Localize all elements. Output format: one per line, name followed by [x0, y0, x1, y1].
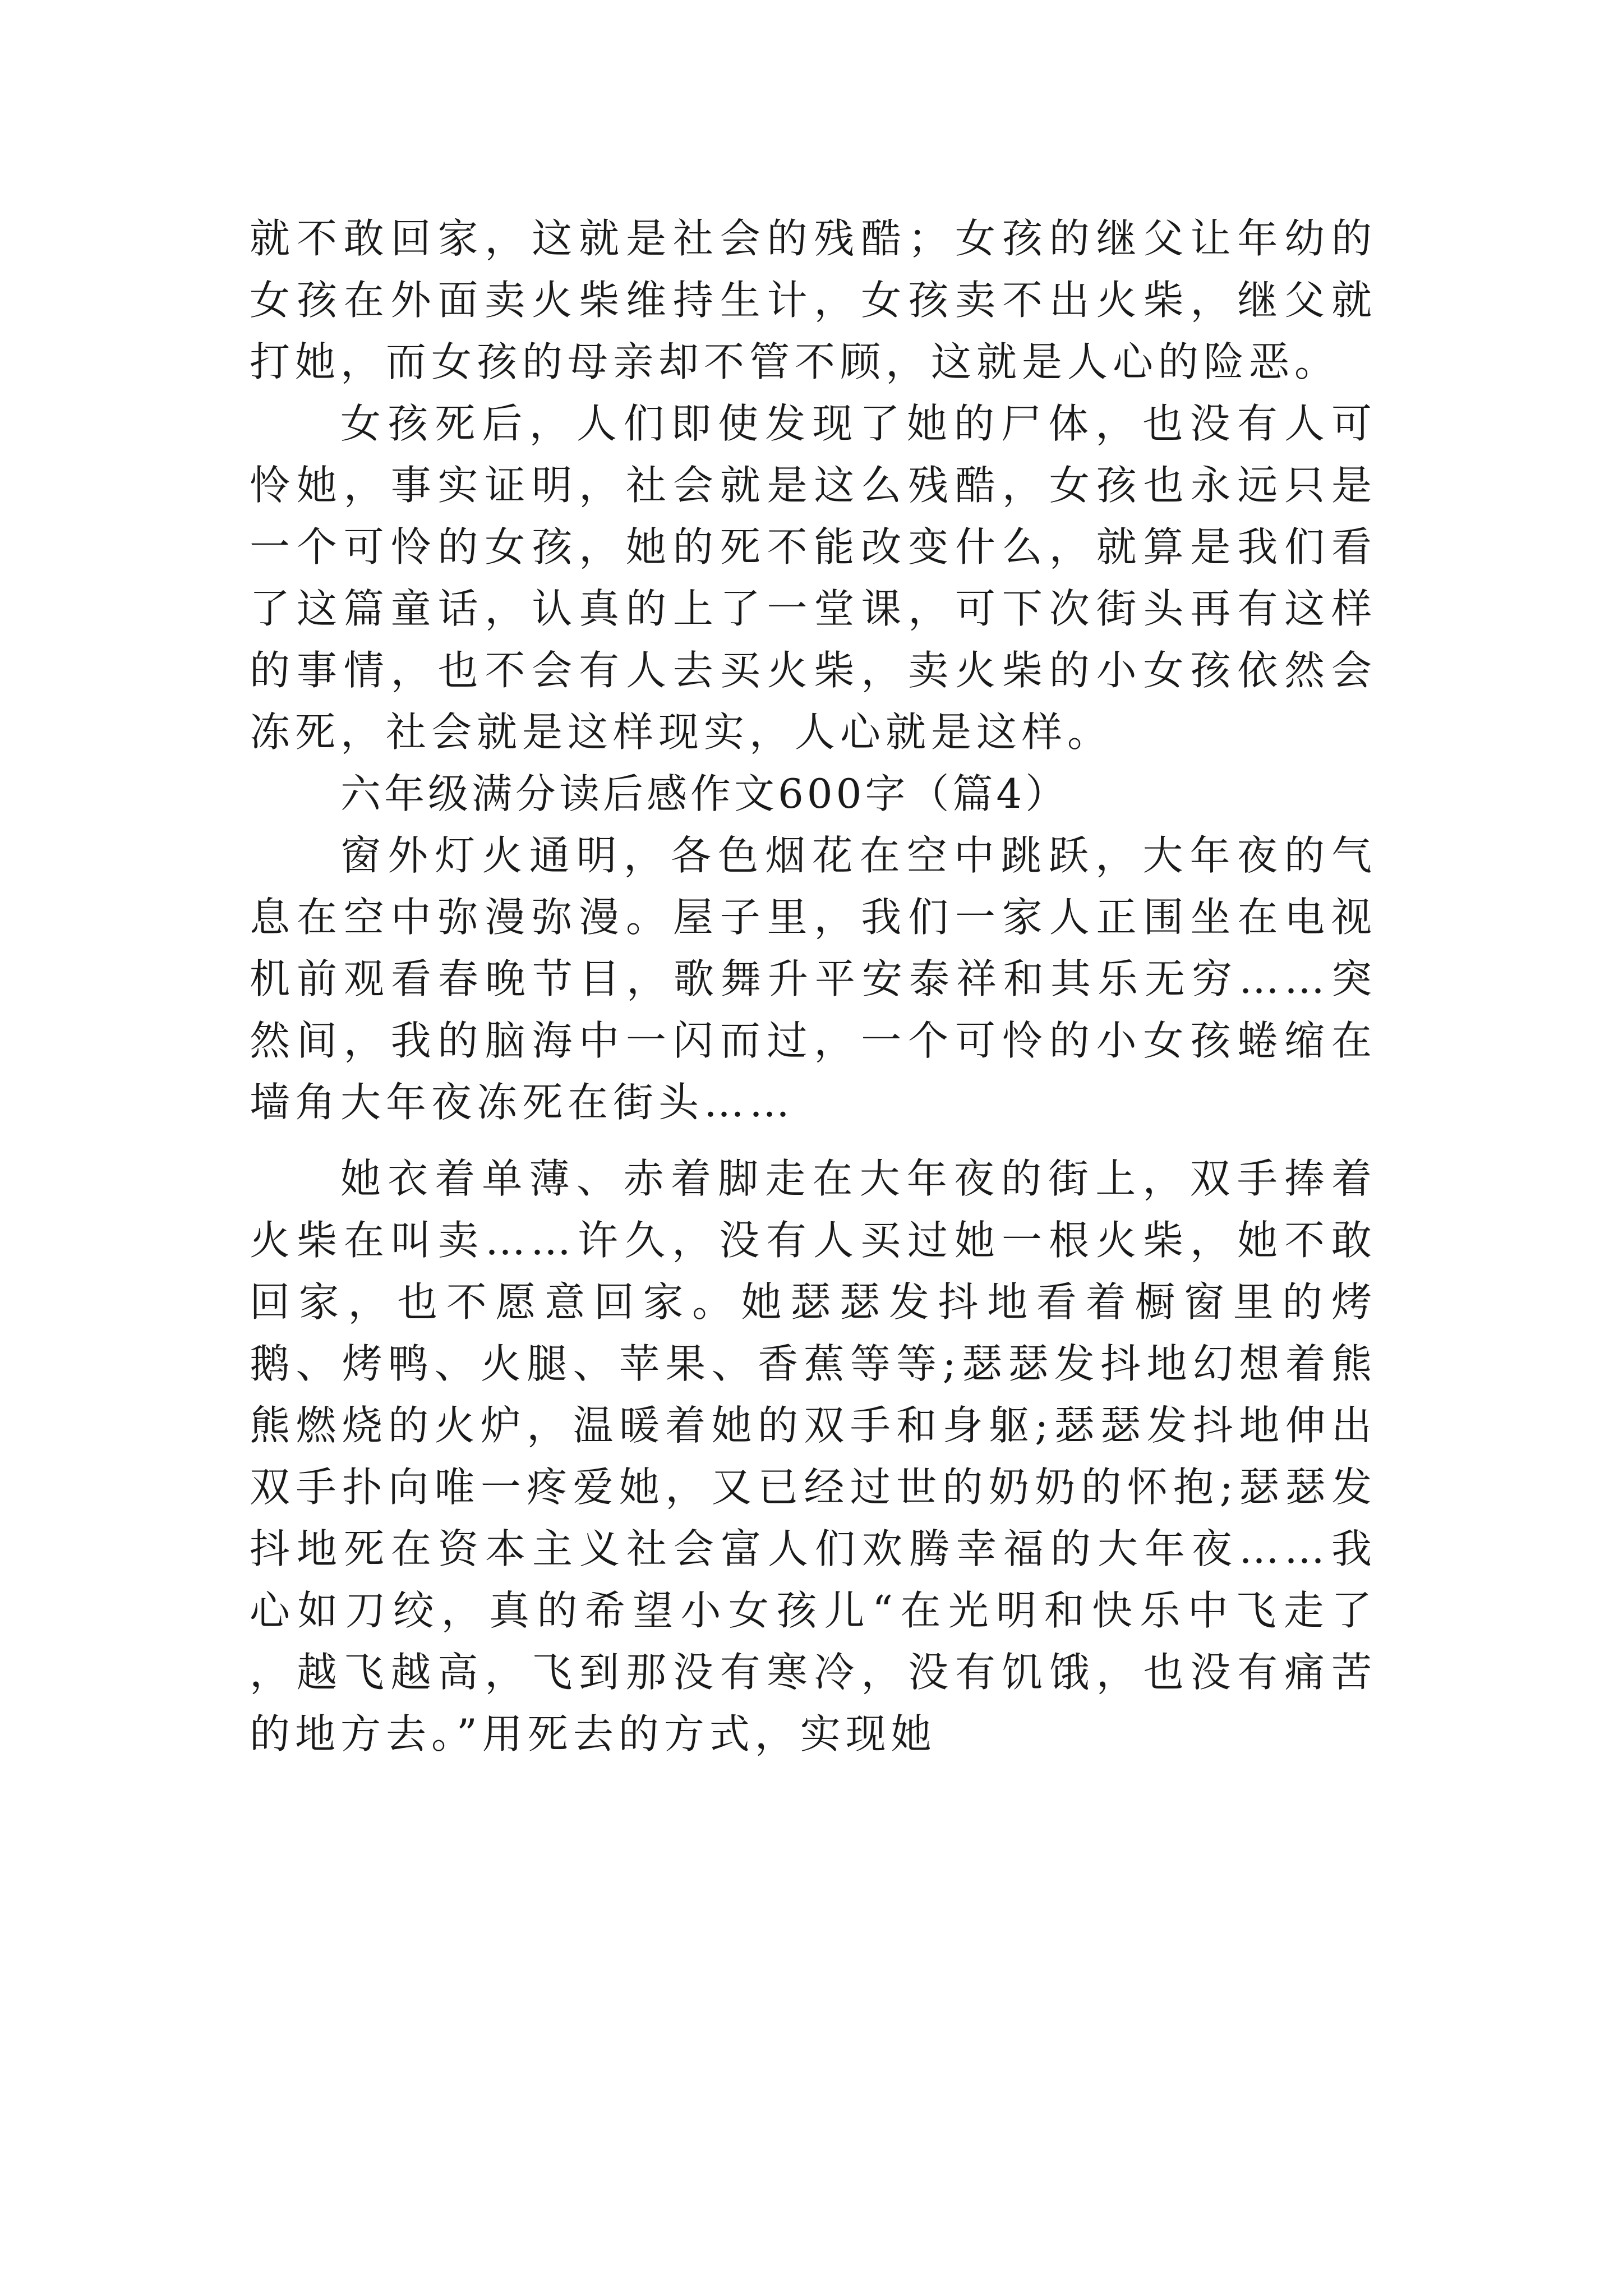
- paragraph: 窗外灯火通明，各色烟花在空中跳跃，大年夜的气息在空中弥漫弥漫。屋子里，我们一家人正围坐在电视机前观看春晚节目，歌舞升平安泰祥和其乐无穷……突然间，我的脑海中一闪而过，一个可怜的小女孩蜷缩在墙角大年夜冻死在街头……: [250, 832, 1377, 1126]
- document-body: [250, 208, 1377, 1765]
- paragraph-continuation: 就不敢回家，这就是社会的残酷；女孩的继父让年幼的女孩在外面卖火柴维持生计，女孩卖不出火柴，继父就打她，而女孩的母亲却不管不顾，这就是人心的险恶。: [250, 215, 1377, 385]
- paragraph: 她衣着单薄、赤着脚走在大年夜的街上，双手捧着火柴在叫卖……许久，没有人买过她一根火柴，她不敢回家，也不愿意回家。她瑟瑟发抖地看着橱窗里的烤鹅、烤鸭、火腿、苹果、香蕉等等;瑟瑟发抖地幻想着熊熊燃烧的火炉，温暖着她的双手和身躯;瑟瑟发抖地伸出双手扑向唯一疼爱她，又已经过世的奶奶的怀抱;瑟瑟发抖地死在资本主义社会富人们欢腾幸福的大年夜……我心如刀绞，真的希望小女孩儿“在光明和快乐中飞走了 ，越飞越高，飞到那没有寒冷，没有饥饿，也没有痛苦的地方去。”用死去的方式，实现她: [250, 1155, 1377, 1757]
- paragraph: 女孩死后，人们即使发现了她的尸体，也没有人可怜她，事实证明，社会就是这么残酷，女孩也永远只是一个可怜的女孩，她的死不能改变什么，就算是我们看了这篇童话，认真的上了一堂课，可下次街头再有这样的事情，也不会有人去买火柴，卖火柴的小女孩依然会冻死，社会就是这样现实，人心就是这样。: [250, 400, 1377, 756]
- section-heading: 六年级满分读后感作文600字（篇4）: [340, 770, 1069, 817]
